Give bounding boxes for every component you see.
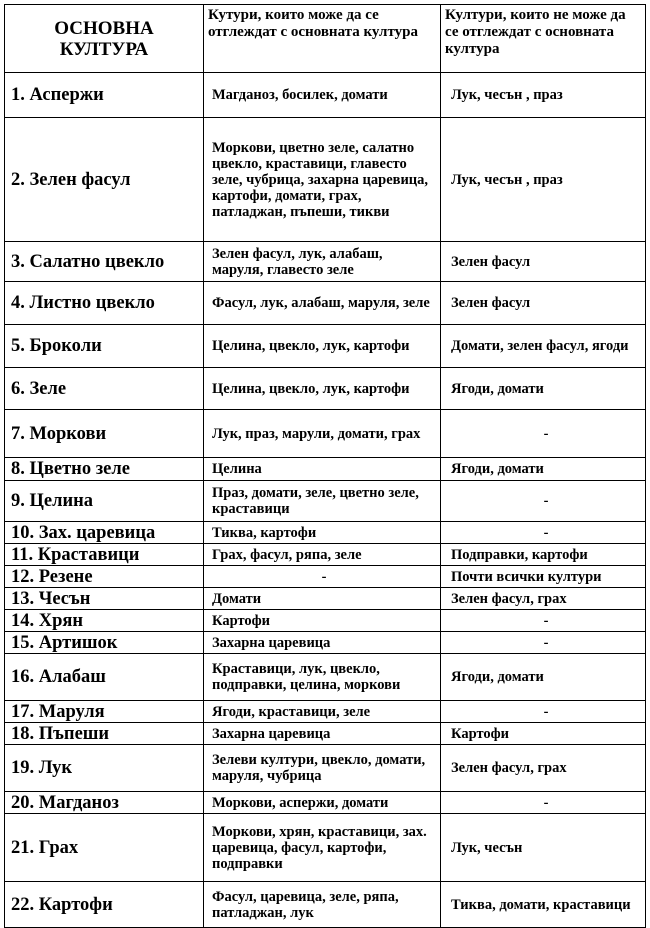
compatible-crops-cell: Картофи	[204, 610, 441, 632]
compatible-crops-cell: Ягоди, краставици, зеле	[204, 701, 441, 723]
incompatible-crops-cell: -	[441, 792, 646, 814]
header-compatible-crops: Кутури, които може да се отглеждат с основната култура	[204, 5, 441, 73]
incompatible-crops-cell: Лук, чесън , праз	[441, 118, 646, 242]
main-crop-cell: 9. Целина	[5, 481, 204, 522]
incompatible-crops-cell: Картофи	[441, 723, 646, 745]
compatible-crops-cell: Моркови, аспержи, домати	[204, 792, 441, 814]
main-crop-cell: 6. Зеле	[5, 368, 204, 410]
incompatible-crops-cell: Ягоди, домати	[441, 368, 646, 410]
table-row	[5, 723, 646, 745]
table-row	[5, 566, 646, 588]
table-row	[5, 325, 646, 368]
compatible-crops-cell: Лук, праз, марули, домати, грах	[204, 410, 441, 458]
table-row	[5, 882, 646, 928]
table-row	[5, 242, 646, 282]
main-crop-cell: 21. Грах	[5, 814, 204, 882]
incompatible-crops-cell: Зелен фасул, грах	[441, 745, 646, 792]
compatible-crops-cell: Целина, цвекло, лук, картофи	[204, 325, 441, 368]
main-crop-cell: 14. Хрян	[5, 610, 204, 632]
compatible-crops-cell: Тиква, картофи	[204, 522, 441, 544]
main-crop-cell: 20. Магданоз	[5, 792, 204, 814]
main-crop-cell: 15. Артишок	[5, 632, 204, 654]
table-row	[5, 73, 646, 118]
header-main-crop: ОСНОВНА КУЛТУРА	[5, 5, 204, 73]
incompatible-crops-cell: Лук, чесън	[441, 814, 646, 882]
compatible-crops-cell: Фасул, лук, алабаш, маруля, зеле	[204, 282, 441, 325]
table-row	[5, 118, 646, 242]
main-crop-cell: 5. Броколи	[5, 325, 204, 368]
incompatible-crops-cell: Тиква, домати, краставици	[441, 882, 646, 928]
main-crop-cell: 13. Чесън	[5, 588, 204, 610]
main-crop-cell: 4. Листно цвекло	[5, 282, 204, 325]
incompatible-crops-cell: Домати, зелен фасул, ягоди	[441, 325, 646, 368]
compatible-crops-cell: Целина	[204, 458, 441, 481]
compatible-crops-cell: Фасул, царевица, зеле, ряпа, патладжан, лук	[204, 882, 441, 928]
incompatible-crops-cell: -	[441, 610, 646, 632]
incompatible-crops-cell: -	[441, 701, 646, 723]
main-crop-cell: 19. Лук	[5, 745, 204, 792]
table-row	[5, 368, 646, 410]
compatible-crops-cell: Магданоз, босилек, домати	[204, 73, 441, 118]
table-row	[5, 745, 646, 792]
table-row	[5, 654, 646, 701]
main-crop-cell: 8. Цветно зеле	[5, 458, 204, 481]
main-crop-cell: 17. Маруля	[5, 701, 204, 723]
crop-compatibility-table	[4, 4, 646, 928]
table-row	[5, 481, 646, 522]
table-header-row	[5, 5, 646, 73]
incompatible-crops-cell: -	[441, 410, 646, 458]
main-crop-cell: 10. Зах. царевица	[5, 522, 204, 544]
incompatible-crops-cell: Ягоди, домати	[441, 458, 646, 481]
table-row	[5, 632, 646, 654]
main-crop-cell: 18. Пъпеши	[5, 723, 204, 745]
table-row	[5, 522, 646, 544]
incompatible-crops-cell: Зелен фасул, грах	[441, 588, 646, 610]
table-row	[5, 588, 646, 610]
main-crop-cell: 1. Аспержи	[5, 73, 204, 118]
incompatible-crops-cell: Почти всички култури	[441, 566, 646, 588]
table-body	[5, 73, 646, 928]
main-crop-cell: 7. Моркови	[5, 410, 204, 458]
compatible-crops-cell: Зелеви култури, цвекло, домати, маруля, чубрица	[204, 745, 441, 792]
main-crop-cell: 3. Салатно цвекло	[5, 242, 204, 282]
incompatible-crops-cell: -	[441, 632, 646, 654]
main-crop-cell: 2. Зелен фасул	[5, 118, 204, 242]
incompatible-crops-cell: Лук, чесън , праз	[441, 73, 646, 118]
compatible-crops-cell: Моркови, цветно зеле, салатно цвекло, краставици, главесто зеле, чубрица, захарна царевица, картофи, домати, грах, патладжан, пъпеши, тикви	[204, 118, 441, 242]
compatible-crops-cell: Захарна царевица	[204, 632, 441, 654]
table-row	[5, 410, 646, 458]
incompatible-crops-cell: Подправки, картофи	[441, 544, 646, 566]
table-row	[5, 610, 646, 632]
table-row	[5, 814, 646, 882]
compatible-crops-cell: Домати	[204, 588, 441, 610]
compatible-crops-cell: Краставици, лук, цвекло, подправки, целина, моркови	[204, 654, 441, 701]
compatible-crops-cell: Моркови, хрян, краставици, зах. царевица, фасул, картофи, подправки	[204, 814, 441, 882]
compatible-crops-cell: Праз, домати, зеле, цветно зеле, краставици	[204, 481, 441, 522]
main-crop-cell: 11. Краставици	[5, 544, 204, 566]
incompatible-crops-cell: -	[441, 522, 646, 544]
incompatible-crops-cell: Зелен фасул	[441, 282, 646, 325]
compatible-crops-cell: Зелен фасул, лук, алабаш, маруля, главесто зеле	[204, 242, 441, 282]
table-row	[5, 458, 646, 481]
header-incompatible-crops: Култури, които не може да се отглеждат с основната култура	[441, 5, 646, 73]
table-row	[5, 792, 646, 814]
table-row	[5, 544, 646, 566]
incompatible-crops-cell: -	[441, 481, 646, 522]
compatible-crops-cell: Целина, цвекло, лук, картофи	[204, 368, 441, 410]
main-crop-cell: 22. Картофи	[5, 882, 204, 928]
main-crop-cell: 12. Резене	[5, 566, 204, 588]
crop-compatibility-document	[4, 4, 645, 921]
incompatible-crops-cell: Зелен фасул	[441, 242, 646, 282]
table-row	[5, 701, 646, 723]
compatible-crops-cell: Захарна царевица	[204, 723, 441, 745]
compatible-crops-cell: -	[204, 566, 441, 588]
table-row	[5, 282, 646, 325]
main-crop-cell: 16. Алабаш	[5, 654, 204, 701]
incompatible-crops-cell: Ягоди, домати	[441, 654, 646, 701]
compatible-crops-cell: Грах, фасул, ряпа, зеле	[204, 544, 441, 566]
